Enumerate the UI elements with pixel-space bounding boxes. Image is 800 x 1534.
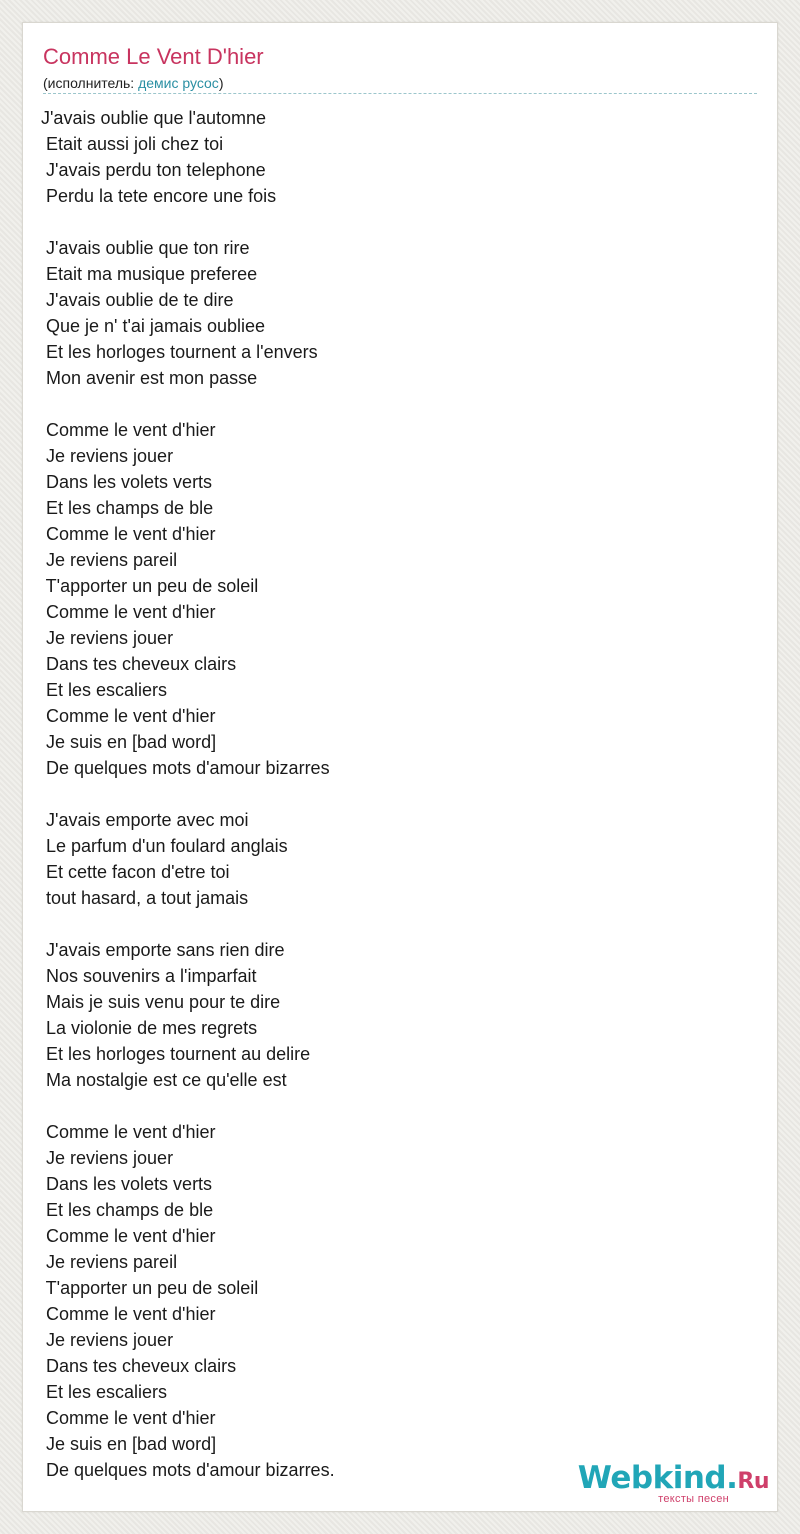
lyric-line: Et les horloges tournent au delire: [41, 1044, 311, 1064]
artist-suffix: ): [218, 75, 224, 91]
lyric-line: [41, 911, 741, 937]
lyric-line: Et les horloges tournent a l'envers: [41, 342, 318, 362]
lyric-line: Je reviens pareil: [41, 1252, 178, 1272]
lyric-line: Etait ma musique preferee: [41, 264, 258, 284]
lyric-line: De quelques mots d'amour bizarres.: [41, 1460, 335, 1480]
lyric-line: Comme le vent d'hier: [41, 706, 216, 726]
lyric-line: Comme le vent d'hier: [41, 1304, 216, 1324]
lyric-line: Je reviens jouer: [41, 446, 174, 466]
lyrics-card: [22, 22, 778, 1512]
artist-line: [43, 73, 223, 93]
lyric-line: Et les escaliers: [41, 1382, 168, 1402]
lyric-line: Et cette facon d'etre toi: [41, 862, 230, 882]
lyric-line: Comme le vent d'hier: [41, 1408, 216, 1428]
lyric-line: Mais je suis venu pour te dire: [41, 992, 281, 1012]
logo-name: Webkind: [577, 1460, 727, 1496]
lyric-line: Mon avenir est mon passe: [41, 368, 258, 388]
lyric-line: Je reviens jouer: [41, 628, 174, 648]
lyric-line: Comme le vent d'hier: [41, 420, 216, 440]
lyric-line: Et les champs de ble: [41, 1200, 214, 1220]
lyric-line: La violonie de mes regrets: [41, 1018, 258, 1038]
lyric-line: Que je n' t'ai jamais oubliee: [41, 316, 265, 336]
lyric-line: Dans les volets verts: [41, 1174, 213, 1194]
song-title: Comme Le Vent D'hier: [43, 44, 264, 69]
title-divider: [43, 93, 757, 94]
lyric-line: Comme le vent d'hier: [41, 602, 216, 622]
lyric-line: [41, 1093, 741, 1119]
lyric-line: Perdu la tete encore une fois: [41, 186, 277, 206]
artist-link[interactable]: демис русос: [138, 75, 219, 91]
lyric-line: J'avais oublie que l'automne: [41, 108, 267, 128]
lyric-line: J'avais oublie de te dire: [41, 290, 234, 310]
logo-tld: Ru: [737, 1469, 769, 1494]
lyric-line: Comme le vent d'hier: [41, 1226, 216, 1246]
site-logo[interactable]: [577, 1461, 769, 1505]
lyric-line: Dans tes cheveux clairs: [41, 1356, 237, 1376]
lyric-line: T'apporter un peu de soleil: [41, 1278, 259, 1298]
lyric-line: J'avais oublie que ton rire: [41, 238, 250, 258]
lyric-line: [41, 781, 741, 807]
logo-dot: .: [726, 1460, 738, 1496]
logo-tagline: тексты песен: [658, 1493, 729, 1505]
lyric-line: T'apporter un peu de soleil: [41, 576, 259, 596]
lyric-line: Le parfum d'un foulard anglais: [41, 836, 288, 856]
lyric-line: [41, 209, 741, 235]
lyric-line: Je suis en [bad word]: [41, 732, 217, 752]
lyric-line: Je suis en [bad word]: [41, 1434, 217, 1454]
artist-prefix: (исполнитель:: [43, 75, 139, 91]
lyric-line: Je reviens pareil: [41, 550, 178, 570]
lyric-line: Et les champs de ble: [41, 498, 214, 518]
lyric-line: Nos souvenirs a l'imparfait: [41, 966, 257, 986]
lyric-line: Je reviens jouer: [41, 1148, 174, 1168]
lyric-line: [41, 391, 741, 417]
lyric-line: J'avais emporte sans rien dire: [41, 940, 285, 960]
lyric-line: Etait aussi joli chez toi: [41, 134, 224, 154]
lyric-line: Comme le vent d'hier: [41, 524, 216, 544]
lyric-line: Et les escaliers: [41, 680, 168, 700]
lyric-line: De quelques mots d'amour bizarres: [41, 758, 330, 778]
lyric-line: Ma nostalgie est ce qu'elle est: [41, 1070, 287, 1090]
lyric-line: Dans tes cheveux clairs: [41, 654, 237, 674]
lyric-line: J'avais emporte avec moi: [41, 810, 249, 830]
lyrics-text: [41, 105, 741, 1483]
lyric-line: tout hasard, a tout jamais: [41, 888, 249, 908]
lyric-line: Je reviens jouer: [41, 1330, 174, 1350]
lyric-line: Dans les volets verts: [41, 472, 213, 492]
lyric-line: Comme le vent d'hier: [41, 1122, 216, 1142]
lyric-line: J'avais perdu ton telephone: [41, 160, 266, 180]
